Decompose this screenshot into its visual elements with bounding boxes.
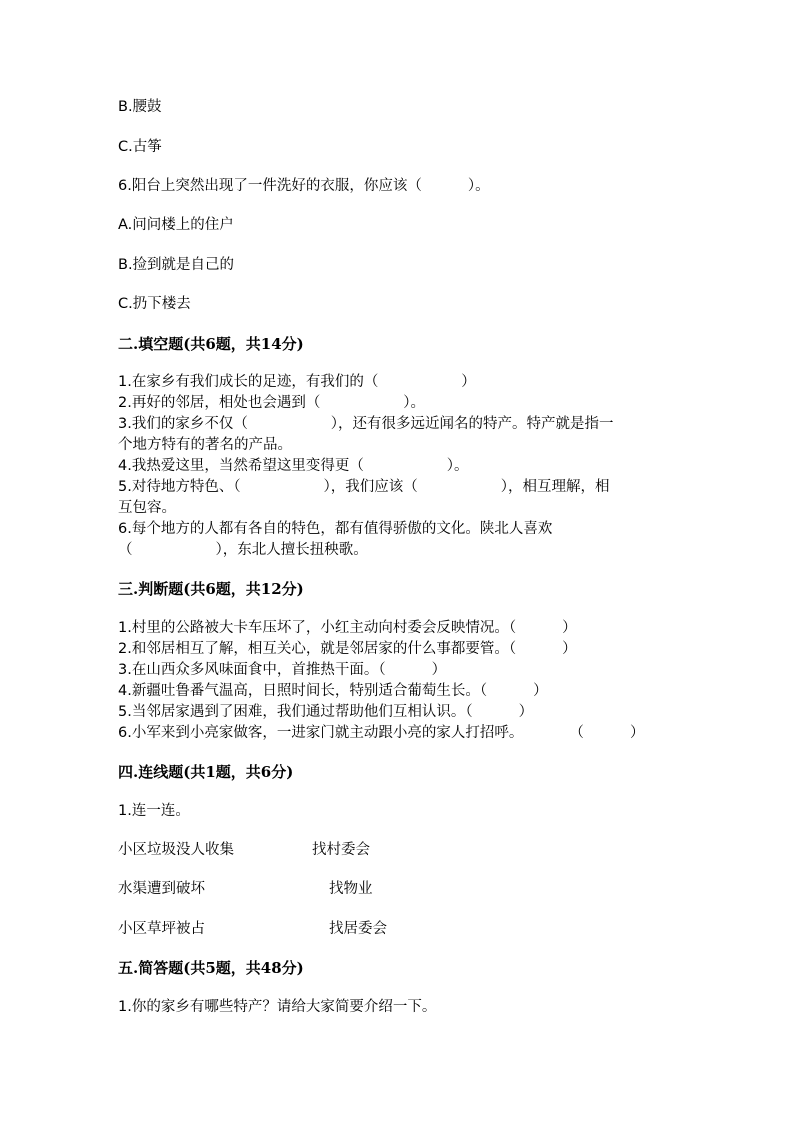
q6-option-a: A.问问楼上的住户 (118, 217, 234, 233)
short-answer-question: 1.你的家乡有哪些特产？请给大家简要介绍一下。 (118, 999, 437, 1015)
section4-heading: 四.连线题(共1题，共6分) (118, 763, 294, 781)
judge-line-1: 1.村里的公路被大卡车压坏了，小红主动向村委会反映情况。（ ） (118, 620, 577, 636)
fill-line-3: 3.我们的家乡不仅（ ），还有很多远近闻名的特产。特产就是指一 (118, 416, 614, 432)
section2-heading: 二.填空题(共6题，共14分) (118, 335, 304, 353)
section5-heading: 五.简答题(共5题，共48分) (118, 959, 304, 977)
judge-line-2: 2.和邻居相互了解，相互关心，就是邻居家的什么事都要管。（ ） (118, 641, 577, 657)
section3-heading: 三.判断题(共6题，共12分) (118, 580, 304, 598)
fill-line-6: 6.每个地方的人都有各自的特色，都有值得骄傲的文化。陕北人喜欢 (118, 521, 553, 537)
match-right-2: 找物业 (329, 881, 373, 897)
match-left-1: 小区垃圾没人收集 (118, 842, 234, 858)
matching-question: 1.连一连。 (118, 803, 190, 819)
judge-line-6: 6.小军来到小亮家做客，一进家门就主动跟小亮的家人打招呼。 （ ） (118, 725, 645, 741)
match-right-3: 找居委会 (329, 921, 387, 937)
q6-stem: 6.阳台上突然出现了一件洗好的衣服，你应该（ ）。 (118, 178, 490, 194)
fill-line-2: 2.再好的邻居，相处也会遇到（ ）。 (118, 395, 426, 411)
judge-line-5: 5.当邻居家遇到了困难，我们通过帮助他们互相认识。（ ） (118, 704, 534, 720)
judge-line-3: 3.在山西众多风味面食中，首推热干面。（ ） (118, 662, 447, 678)
fill-line-3-cont: 个地方特有的著名的产品。 (118, 437, 292, 453)
q5-option-b: B.腰鼓 (118, 99, 162, 115)
fill-line-5: 5.对待地方特色、（ ），我们应该（ ），相互理解，相 (118, 479, 610, 495)
q5-option-c: C.古筝 (118, 139, 162, 155)
fill-line-4: 4.我热爱这里，当然希望这里变得更（ ）。 (118, 458, 469, 474)
match-left-2: 水渠遭到破坏 (118, 881, 205, 897)
match-right-1: 找村委会 (312, 842, 370, 858)
match-left-3: 小区草坪被占 (118, 921, 205, 937)
fill-line-1: 1.在家乡有我们成长的足迹，有我们的（ ） (118, 374, 476, 390)
fill-line-5-cont: 互包容。 (118, 500, 176, 516)
q6-option-b: B.捡到就是自己的 (118, 257, 235, 273)
fill-line-6-cont: （ ），东北人擅长扭秧歌。 (118, 542, 368, 558)
q6-option-c: C.扔下楼去 (118, 296, 191, 312)
judge-line-4: 4.新疆吐鲁番气温高，日照时间长，特别适合葡萄生长。（ ） (118, 683, 548, 699)
